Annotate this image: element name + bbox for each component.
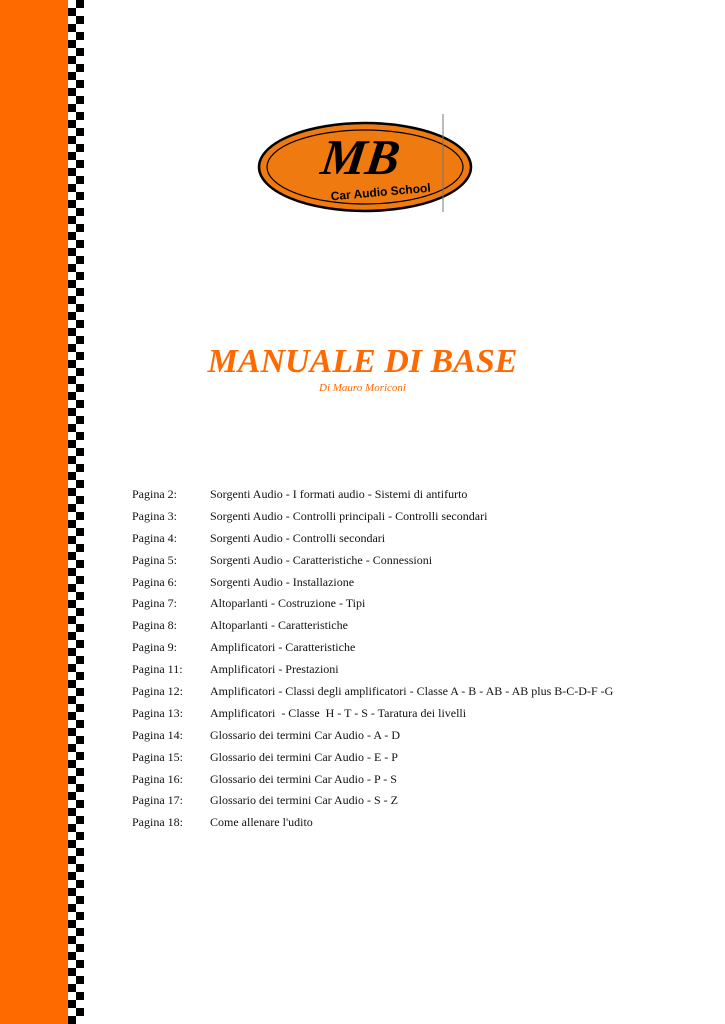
toc-text: Amplificatori - Caratteristiche bbox=[210, 640, 356, 655]
toc-row bbox=[132, 791, 692, 813]
toc-page: Pagina 8: bbox=[132, 618, 177, 633]
table-of-contents bbox=[132, 485, 692, 835]
toc-text: Sorgenti Audio - I formati audio - Sistemi di antifurto bbox=[210, 487, 468, 501]
toc-page: Pagina 14: bbox=[132, 727, 183, 742]
toc-row bbox=[132, 726, 692, 748]
toc-text: Sorgenti Audio - Controlli secondari bbox=[210, 530, 386, 545]
toc-text: Sorgenti Audio - Controlli principali - Controlli secondari bbox=[210, 508, 488, 523]
toc-page: Pagina 6: bbox=[132, 574, 177, 589]
toc-row bbox=[132, 573, 692, 595]
toc-page: Pagina 15: bbox=[132, 749, 183, 764]
toc-row bbox=[132, 813, 692, 835]
toc-row bbox=[132, 770, 692, 792]
mb-logo bbox=[255, 112, 480, 217]
toc-page: Pagina 18: bbox=[132, 815, 183, 830]
toc-page: Pagina 13: bbox=[132, 705, 183, 720]
toc-row bbox=[132, 748, 692, 770]
toc-text: Amplificatori - Prestazioni bbox=[210, 662, 339, 677]
toc-row bbox=[132, 660, 692, 682]
checkered-border bbox=[68, 0, 84, 1024]
toc-page: Pagina 12: bbox=[132, 684, 183, 699]
toc-page: Pagina 4: bbox=[132, 530, 177, 545]
toc-row bbox=[132, 507, 692, 529]
toc-row bbox=[132, 638, 692, 660]
toc-text: Come allenare l'udito bbox=[210, 815, 313, 830]
toc-page: Pagina 3: bbox=[132, 508, 177, 523]
toc-row bbox=[132, 485, 692, 507]
toc-row bbox=[132, 616, 692, 638]
toc-page: Pagina 7: bbox=[132, 596, 177, 611]
toc-text: Glossario dei termini Car Audio - P - S bbox=[210, 771, 397, 786]
toc-page: Pagina 16: bbox=[132, 771, 183, 786]
toc-row bbox=[132, 704, 692, 726]
orange-side-bar bbox=[0, 0, 68, 1024]
toc-text: Glossario dei termini Car Audio - A - D bbox=[210, 727, 400, 742]
logo-tagline: Car Audio School bbox=[330, 180, 432, 204]
toc-text: Amplificatori - Classe H - T - S - Taratura dei livelli bbox=[210, 705, 467, 720]
toc-page: Pagina 5: bbox=[132, 552, 177, 567]
toc-text: Sorgenti Audio - Caratteristiche - Connessioni bbox=[210, 552, 433, 567]
toc-page: Pagina 9: bbox=[132, 640, 177, 655]
toc-text: Amplificatori - Classi degli amplificatori - Classe A - B - AB - AB plus B-C-D-F -G bbox=[210, 684, 614, 699]
toc-text: Glossario dei termini Car Audio - E - P bbox=[210, 749, 398, 764]
logo-letters: MB bbox=[317, 129, 404, 185]
toc-page: Pagina 17: bbox=[132, 793, 183, 808]
toc-row bbox=[132, 529, 692, 551]
toc-row bbox=[132, 682, 692, 704]
toc-text: Sorgenti Audio - Installazione bbox=[210, 574, 355, 589]
toc-page: Pagina 11: bbox=[132, 662, 183, 677]
toc-text: Glossario dei termini Car Audio - S - Z bbox=[210, 793, 398, 808]
document-title: MANUALE DI BASE bbox=[207, 343, 518, 380]
toc-text: Altoparlanti - Caratteristiche bbox=[210, 618, 348, 633]
toc-row bbox=[132, 551, 692, 573]
toc-text: Altoparlanti - Costruzione - Tipi bbox=[210, 596, 366, 611]
document-author: Di Mauro Moriconi bbox=[319, 382, 406, 394]
toc-row bbox=[132, 594, 692, 616]
toc-page: Pagina 2: bbox=[132, 487, 177, 501]
